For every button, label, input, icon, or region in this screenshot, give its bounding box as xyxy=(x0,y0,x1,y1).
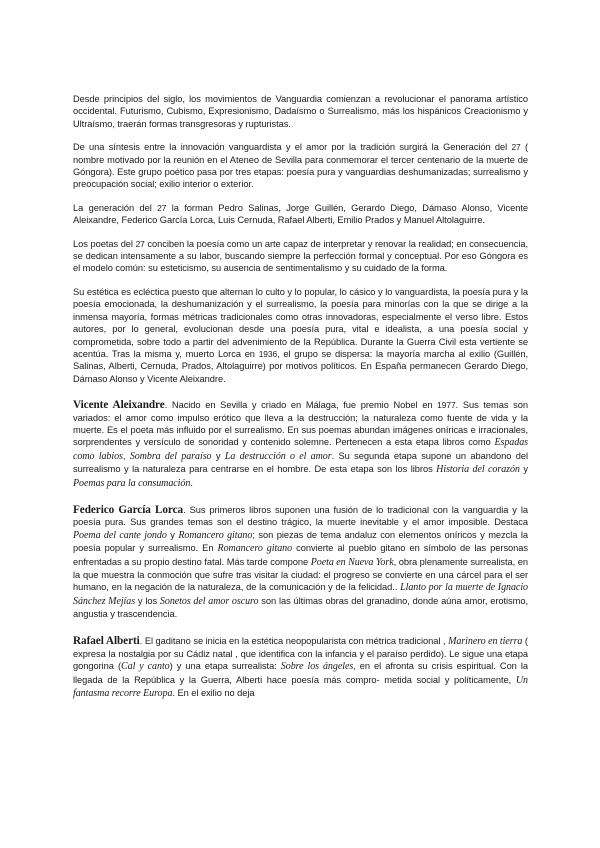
book-title: La destrucción o el amor xyxy=(224,450,332,462)
paragraph-alberti xyxy=(73,635,528,701)
text: . Sus primeros libros suponen una fusión de lo tradicional con la vanguardia y la poesía pura. Sus grandes temas son el destino trágico, la muerte inevitable y el amor imposible. Destaca xyxy=(73,504,528,528)
text: la forman Pedro Salinas, Jorge Guillén, Gerardo Diego, Dámaso Alonso, Vicente Aleixandre, Federico García Lorca, Luis Cernuda, Rafael Alberti, Emilio Prados y Manuel Altolaguirre. xyxy=(73,202,528,226)
number: 27 xyxy=(511,142,521,153)
text: . En el exilio no deja xyxy=(172,688,255,699)
text: La generación del xyxy=(73,202,158,213)
text: Desde principios del siglo, los movimientos de Vanguardia comienzan a revolucionar el panorama artístico occidental. Futurismo, Cubismo, Expresionismo, Dadaísmo o Surrealismo, más los hispánicos Creacionismo y Ultraísmo, traerán formas transgresoras y rupturistas. xyxy=(73,94,528,129)
text: , xyxy=(122,450,130,461)
text: son las últimas obras del granadino, donde aúna amor, erotismo, angustia y trascendencia. xyxy=(73,595,528,620)
book-title: Espadas como labios xyxy=(73,437,528,462)
text: ( expresa la nostalgia por su Cádiz natal , que identifica con la infancia y el paraíso perdido). Le sigue una etapa gongorina ( xyxy=(73,635,528,672)
text: y xyxy=(211,450,225,461)
text: Su estética es ecléctica puesto que alternan lo culto y lo popular, lo cásico y lo vanguardista, la poesía pura y la poesía emocionada, la deshumanización y el surrealismo, la poesía para minorías con la que se dirige a la inmensa mayoría, formas métricas tradicionales como otras innovadoras, especialmente el verso libre. Estos autores, por lo general, evolucionan desde una poesía pura, vital e idealista, a una poesía social y comprometida, sobre todo a partir del advenimiento de la República. Durante la Guerra Civil esta vertiente se acentúa. Tras la misma y, muerto Lorca en xyxy=(73,286,528,359)
paragraph-generacion-27 xyxy=(73,141,528,191)
text: . El gaditano se inicia en la estética neopopularista con métrica tradicional , xyxy=(139,635,449,646)
text: conciben la poesía como un arte capaz de interpretar y renovar la realidad; en consecuencia, se dedican intensamente a su labor, buscando siempre la perfección formal y conceptual. Por eso Góngora es el modelo común: su esteticismo, su ausencia de sentimentalismo y su cuidado de la forma. xyxy=(73,238,529,274)
book-title: Poemas para la consumación xyxy=(73,477,191,489)
book-title: Llanto por la muerte de Ignacio Sánchez Mejías xyxy=(73,582,528,607)
text: . Su segunda etapa supone un abandono del surrealismo y la naturaleza para centrarse en el hombre. De esta etapa son los libros xyxy=(73,450,528,475)
text: , el grupo se dispersa: la mayoría marcha al exilio (Guillén, Salinas, Alberti, Cernuda, Prados, Altolaguirre) por motivos políticos. En España permanecen Gerardo Diego, Dámaso Alonso y Vicente Aleixandre. xyxy=(73,348,529,384)
text: Los poetas del xyxy=(73,238,136,249)
book-title: Un fantasma recorre Europa xyxy=(73,674,528,700)
text: ) y una etapa surrealista: xyxy=(169,661,281,672)
book-title: Sonetos del amor oscuro xyxy=(159,595,259,607)
paragraph-concepcion-poesia xyxy=(73,238,528,275)
book-title: Poema del cante jondo xyxy=(73,529,167,541)
author-name: Federico García Lorca xyxy=(73,503,184,516)
paragraph-vanguardias xyxy=(73,93,528,130)
text: . xyxy=(190,477,193,488)
book-title: Sobre los ángeles xyxy=(280,661,354,673)
number: 27 xyxy=(135,238,145,249)
text: y xyxy=(519,464,528,475)
text: De una síntesis entre la innovación vanguardista y el amor por la tradición surgirá la Generación del xyxy=(73,142,512,153)
paragraph-lorca xyxy=(73,504,528,621)
text: , en el afronta su crisis espiritual. Con la llegada de la República y la Guerra, Alberti hace poesía más compro- metida social y políticamente, xyxy=(73,661,528,685)
book-title: Historia del corazón xyxy=(436,464,520,476)
text: . Sus temas son variados: el amor como impulso erótico que lleva a la destrucción; la naturaleza como fuente de vida y la muerte. Es el poeta más influido por el surrealismo. En sus poemas abundan imágenes oníricas e irracionales, sorprendentes y versículo de sonoridad y contenido solemne. Pertenecen a esta etapa libros como xyxy=(73,400,528,448)
text: ( nombre motivado por la reunión en el Ateneo de Sevilla para conmemorar el tercer centenario de la muerte de Góngora). Este grupo poético pasa por tres etapas: poesía pura y vanguardias deshumanizadas; surrealismo y preocupación social; exilio interior o exterior. xyxy=(73,142,528,190)
text: y xyxy=(166,529,179,540)
paragraph-estetica xyxy=(73,286,528,385)
text: ; son piezas de tema andaluz con elementos oníricos y mezcla la poesía popular y surrealismo. En xyxy=(73,529,528,554)
year: 1977 xyxy=(437,400,456,411)
book-title: Marinero en tierra xyxy=(448,635,523,647)
book-title: Poeta en Nueva York xyxy=(310,556,394,568)
number: 1936 xyxy=(258,348,278,359)
paragraph-aleixandre xyxy=(73,399,528,490)
author-name: Vicente Aleixandre xyxy=(73,399,165,412)
text: convierte al pueblo gitano en símbolo de las personas enfrentadas a su propio destino fatal. Más tarde compone xyxy=(73,543,529,567)
number: 27 xyxy=(157,202,167,213)
book-title: Romancero gitano xyxy=(178,529,253,541)
text: , obra plenamente surrealista, en la que muestra la conmoción que sufre tras visitar la ciudad: el progreso se convierte en una cárcel para el ser humano, en la negación de la naturaleza, de la comunicación y de la felicidad.. xyxy=(73,556,528,593)
book-title: Romancero gitano xyxy=(217,543,293,555)
paragraph-miembros xyxy=(73,202,528,227)
author-name: Rafael Alberti xyxy=(73,634,140,647)
book-title: Cal y canto xyxy=(121,661,170,673)
text: y los xyxy=(135,595,160,606)
book-title: Sombra del paraíso xyxy=(129,450,212,462)
text: . Nacido en Sevilla y criado en Málaga, fue premio Nobel en xyxy=(164,400,438,411)
